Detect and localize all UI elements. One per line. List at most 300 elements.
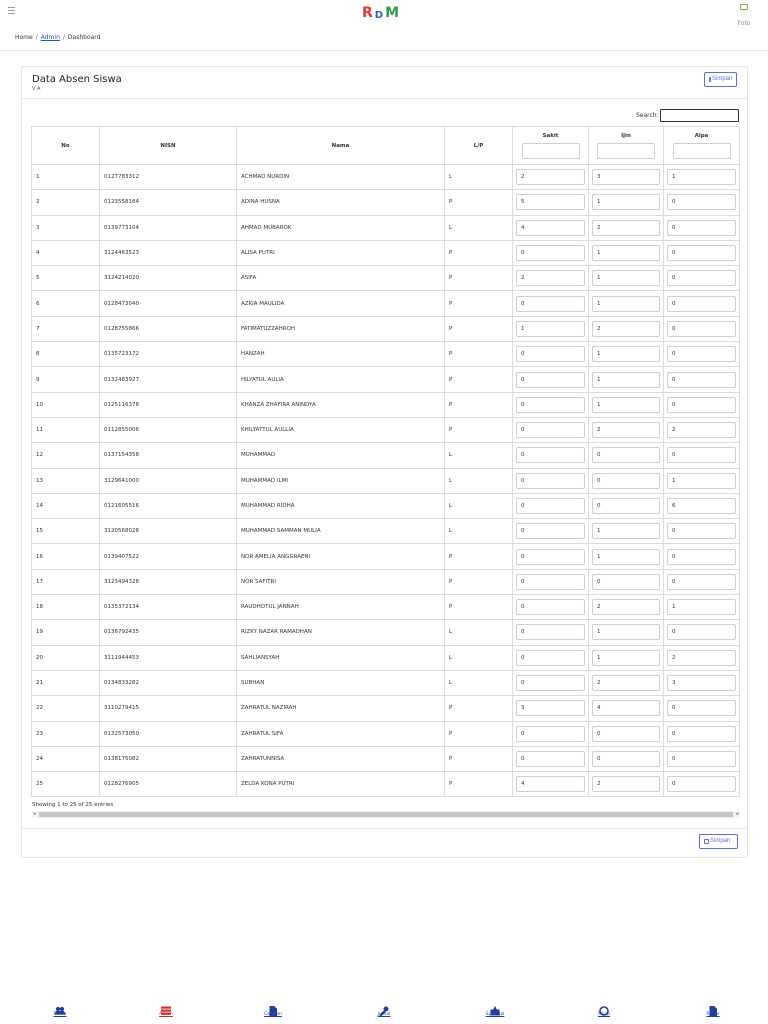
cell-ijin (589, 569, 664, 594)
cell-alpa (664, 569, 740, 594)
nav-label: Spiritual (485, 1012, 505, 1017)
nav-label: Absen (159, 1012, 173, 1017)
ijin-input[interactable] (592, 169, 660, 185)
breadcrumb-separator: / (35, 34, 38, 41)
col-header-nama[interactable]: Nama (237, 127, 445, 165)
sakit-input[interactable] (516, 372, 585, 388)
nav-item-absen[interactable] (144, 1001, 188, 1017)
breadcrumb-current: Dashboard (67, 34, 101, 41)
cell-no: 21 (32, 670, 100, 695)
cell-alpa (664, 367, 740, 392)
table-row (32, 316, 740, 341)
cell-ijin (589, 746, 664, 771)
cell-sakit (513, 746, 589, 771)
alpa-input[interactable] (667, 473, 736, 489)
alpa-input[interactable] (667, 296, 736, 312)
ijin-input[interactable] (592, 397, 660, 413)
ijin-input[interactable] (592, 776, 660, 792)
alpa-input[interactable] (667, 321, 736, 337)
cell-alpa (664, 670, 740, 695)
col-header-lp[interactable]: L/P (445, 127, 513, 165)
list-icon (161, 1001, 171, 1011)
cell-nama: KHILYATTUL AULLIA (237, 417, 445, 442)
cell-lp: P (445, 417, 513, 442)
cell-nisn: 0132573050 (100, 721, 237, 746)
col-header-nisn[interactable]: NISN (100, 127, 237, 165)
sakit-input[interactable] (516, 751, 585, 767)
sakit-input[interactable] (516, 397, 585, 413)
cell-nisn: 0127783312 (100, 165, 237, 190)
journal-icon (379, 1001, 389, 1011)
header-divider (0, 50, 768, 51)
alpa-input[interactable] (667, 726, 736, 742)
table-row (32, 392, 740, 417)
cell-nisn: 0125116378 (100, 392, 237, 417)
report-icon (708, 1001, 718, 1011)
card-title: Data Absen Siswa (32, 74, 122, 85)
cell-lp: P (445, 190, 513, 215)
cell-ijin (589, 266, 664, 291)
cell-no: 1 (32, 165, 100, 190)
cell-ijin (589, 544, 664, 569)
sakit-input[interactable] (516, 245, 585, 261)
alpa-input[interactable] (667, 422, 736, 438)
alpa-input[interactable] (667, 776, 736, 792)
cell-nisn: 0128276905 (100, 772, 237, 797)
ijin-input[interactable] (592, 321, 660, 337)
sakit-input[interactable] (516, 194, 585, 210)
ijin-input[interactable] (592, 473, 660, 489)
cell-lp: P (445, 291, 513, 316)
sakit-input[interactable] (516, 498, 585, 514)
cell-lp: L (445, 215, 513, 240)
alpa-input[interactable] (667, 447, 736, 463)
cell-nama: MUHAMMAD ILMI (237, 468, 445, 493)
app-logo[interactable] (362, 5, 399, 21)
sakit-input[interactable] (516, 422, 585, 438)
cell-alpa (664, 468, 740, 493)
cell-nama: NOR AMELIA ANGGRAENI (237, 544, 445, 569)
cell-no: 9 (32, 367, 100, 392)
cell-nisn: 0139773104 (100, 215, 237, 240)
breadcrumb-home[interactable]: Home (15, 34, 33, 41)
cell-nama: FATIMATUZZAHROH (237, 316, 445, 341)
cell-ijin (589, 342, 664, 367)
cell-lp: P (445, 746, 513, 771)
cell-nama: ALISA PUTRI (237, 240, 445, 265)
profile-photo[interactable] (734, 4, 754, 29)
sakit-input[interactable] (516, 776, 585, 792)
search-input[interactable] (660, 109, 739, 122)
cell-alpa (664, 342, 740, 367)
col-header-no[interactable]: No (32, 127, 100, 165)
cell-lp: P (445, 367, 513, 392)
save-button-bottom[interactable] (699, 834, 738, 849)
table-row (32, 443, 740, 468)
cell-lp: L (445, 645, 513, 670)
scroll-right-icon[interactable]: ▸ (736, 811, 739, 817)
ijin-input[interactable] (592, 346, 660, 362)
cell-nisn: 3111944453 (100, 645, 237, 670)
cell-ijin (589, 772, 664, 797)
ijin-input[interactable] (592, 296, 660, 312)
table-row (32, 266, 740, 291)
bottom-navigation (0, 996, 768, 1024)
ijin-input[interactable] (592, 549, 660, 565)
cell-no: 13 (32, 468, 100, 493)
cell-lp: L (445, 620, 513, 645)
search-label: Search: (636, 112, 659, 119)
save-button-top[interactable] (704, 72, 737, 87)
cell-alpa (664, 190, 740, 215)
cell-no: 18 (32, 595, 100, 620)
alpa-input[interactable] (667, 599, 736, 615)
col-header-ijin (589, 127, 664, 165)
cell-ijin (589, 417, 664, 442)
cell-ijin (589, 645, 664, 670)
cell-ijin (589, 190, 664, 215)
ijin-input[interactable] (592, 372, 660, 388)
cell-nama: ZELDA KONA PUTRI (237, 772, 445, 797)
cell-lp: L (445, 519, 513, 544)
save-label: Simpan (712, 76, 733, 82)
table-row (32, 417, 740, 442)
attitude-icon (599, 1001, 609, 1011)
cell-nisn: 0135723172 (100, 342, 237, 367)
sakit-filter-input[interactable] (522, 143, 580, 159)
cell-alpa (664, 696, 740, 721)
table-row (32, 291, 740, 316)
cell-alpa (664, 620, 740, 645)
cell-lp: P (445, 240, 513, 265)
horizontal-scrollbar[interactable] (32, 811, 740, 818)
cell-nama: SUBHAN (237, 670, 445, 695)
cell-nisn: 0112855006 (100, 417, 237, 442)
cell-alpa (664, 392, 740, 417)
alpa-input[interactable] (667, 245, 736, 261)
cell-sakit (513, 595, 589, 620)
cell-ijin (589, 493, 664, 518)
ijin-input[interactable] (592, 700, 660, 716)
alpa-input[interactable] (667, 372, 736, 388)
ijin-input[interactable] (592, 574, 660, 590)
ijin-input[interactable] (592, 194, 660, 210)
cell-alpa (664, 291, 740, 316)
sakit-input[interactable] (516, 574, 585, 590)
cell-nisn: 0132483927 (100, 367, 237, 392)
cell-ijin (589, 165, 664, 190)
cell-sakit (513, 645, 589, 670)
sakit-input[interactable] (516, 169, 585, 185)
cell-sakit (513, 190, 589, 215)
cell-ijin (589, 367, 664, 392)
table-header-row (32, 127, 740, 165)
alpa-input[interactable] (667, 523, 736, 539)
cell-lp: P (445, 696, 513, 721)
cell-sakit (513, 392, 589, 417)
sakit-input[interactable] (516, 599, 585, 615)
cell-lp: P (445, 569, 513, 594)
cell-nama: ZAHRATUNNISA (237, 746, 445, 771)
cell-no: 14 (32, 493, 100, 518)
class-label: V A (32, 86, 41, 92)
nav-label: Catatan (264, 1012, 282, 1017)
cell-ijin (589, 519, 664, 544)
logo-letter-d: D (374, 10, 384, 21)
cell-nisn: 0139407522 (100, 544, 237, 569)
table-row (32, 493, 740, 518)
cell-alpa (664, 165, 740, 190)
top-bar (0, 0, 768, 28)
cell-sakit (513, 696, 589, 721)
cell-alpa (664, 316, 740, 341)
cell-alpa (664, 544, 740, 569)
card-footer-divider (22, 828, 747, 829)
scrollbar-thumb[interactable] (39, 812, 733, 817)
cell-lp: P (445, 772, 513, 797)
cell-no: 8 (32, 342, 100, 367)
cell-no: 15 (32, 519, 100, 544)
cell-ijin (589, 696, 664, 721)
cell-alpa (664, 493, 740, 518)
cell-sakit (513, 721, 589, 746)
cell-sakit (513, 468, 589, 493)
sakit-input[interactable] (516, 346, 585, 362)
nav-label: Rapor (706, 1012, 720, 1017)
cell-lp: P (445, 595, 513, 620)
alpa-input[interactable] (667, 397, 736, 413)
cell-sakit (513, 291, 589, 316)
cell-nisn: 0121605516 (100, 493, 237, 518)
table-row (32, 165, 740, 190)
cell-nisn: 3120568028 (100, 519, 237, 544)
ijin-input[interactable] (592, 751, 660, 767)
alpa-input[interactable] (667, 675, 736, 691)
cell-ijin (589, 392, 664, 417)
cell-nama: NOR SAFITRI (237, 569, 445, 594)
alpa-input[interactable] (667, 650, 736, 666)
cell-no: 11 (32, 417, 100, 442)
cell-ijin (589, 215, 664, 240)
cell-alpa (664, 417, 740, 442)
cell-sakit (513, 620, 589, 645)
cell-sakit (513, 493, 589, 518)
cell-lp: L (445, 165, 513, 190)
cell-nisn: 0123558184 (100, 190, 237, 215)
cell-nisn: 3124463523 (100, 240, 237, 265)
ijin-input[interactable] (592, 650, 660, 666)
table-row (32, 342, 740, 367)
cell-ijin (589, 240, 664, 265)
cell-nama: MUHAMMAD SAMMAN MULIA (237, 519, 445, 544)
sakit-input[interactable] (516, 473, 585, 489)
cell-ijin (589, 721, 664, 746)
alpa-input[interactable] (667, 574, 736, 590)
breadcrumb-admin[interactable]: Admin (40, 34, 60, 41)
cell-alpa (664, 746, 740, 771)
nav-item-jurnal[interactable] (362, 1001, 406, 1017)
nav-item-spiritual[interactable] (473, 1001, 517, 1017)
nav-item-rapor[interactable] (691, 1001, 735, 1017)
sakit-input[interactable] (516, 523, 585, 539)
cell-no: 7 (32, 316, 100, 341)
cell-nama: SAHLIANSYAH (237, 645, 445, 670)
cell-nama: HILYATUL AULIA (237, 367, 445, 392)
cell-nama: AZKIA MAULIDA (237, 291, 445, 316)
cell-no: 22 (32, 696, 100, 721)
cell-ijin (589, 468, 664, 493)
table-row (32, 645, 740, 670)
alpa-input[interactable] (667, 751, 736, 767)
cell-lp: P (445, 342, 513, 367)
cell-sakit (513, 367, 589, 392)
col-header-sakit-label: Sakit (542, 133, 559, 139)
cell-no: 12 (32, 443, 100, 468)
cell-ijin (589, 443, 664, 468)
cell-alpa (664, 240, 740, 265)
ijin-input[interactable] (592, 220, 660, 236)
sakit-input[interactable] (516, 220, 585, 236)
sakit-input[interactable] (516, 700, 585, 716)
alpa-input[interactable] (667, 498, 736, 514)
cell-alpa (664, 215, 740, 240)
table-row (32, 670, 740, 695)
cell-nama: ZAHRATUL NAZIRAH (237, 696, 445, 721)
ijin-input[interactable] (592, 245, 660, 261)
ijin-input[interactable] (592, 523, 660, 539)
cell-ijin (589, 291, 664, 316)
cell-nama: MUHAMMAD RIDHA (237, 493, 445, 518)
cell-alpa (664, 645, 740, 670)
cell-lp: L (445, 670, 513, 695)
col-header-sakit (513, 127, 589, 165)
table-row (32, 696, 740, 721)
table-row (32, 544, 740, 569)
ijin-filter-input[interactable] (597, 143, 655, 159)
table-row (32, 569, 740, 594)
cell-nisn: 0128473040 (100, 291, 237, 316)
ijin-input[interactable] (592, 726, 660, 742)
sakit-input[interactable] (516, 296, 585, 312)
nav-item-siswa[interactable] (38, 1001, 82, 1017)
attendance-table (31, 126, 740, 797)
cell-lp: P (445, 266, 513, 291)
cell-nama: ADINA HUSNA (237, 190, 445, 215)
sakit-input[interactable] (516, 270, 585, 286)
cell-nama: RAUDHOTUL JANNAH (237, 595, 445, 620)
ijin-input[interactable] (592, 270, 660, 286)
table-row (32, 215, 740, 240)
sakit-input[interactable] (516, 650, 585, 666)
scroll-left-icon[interactable]: ◂ (33, 811, 36, 817)
cell-nisn: 0138175082 (100, 746, 237, 771)
cell-sakit (513, 443, 589, 468)
cell-nama: ASIFA (237, 266, 445, 291)
alpa-input[interactable] (667, 194, 736, 210)
card-header-divider (22, 98, 747, 99)
cell-lp: P (445, 392, 513, 417)
alpa-input[interactable] (667, 700, 736, 716)
attendance-card (21, 66, 748, 858)
cell-ijin (589, 620, 664, 645)
cell-nisn: 0137154358 (100, 443, 237, 468)
sakit-input[interactable] (516, 321, 585, 337)
cell-no: 6 (32, 291, 100, 316)
alpa-input[interactable] (667, 220, 736, 236)
cell-alpa (664, 266, 740, 291)
alpa-input[interactable] (667, 169, 736, 185)
cell-sakit (513, 240, 589, 265)
cell-sakit (513, 544, 589, 569)
table-row (32, 367, 740, 392)
ijin-input[interactable] (592, 422, 660, 438)
cell-sakit (513, 670, 589, 695)
cell-alpa (664, 595, 740, 620)
ijin-input[interactable] (592, 675, 660, 691)
alpa-input[interactable] (667, 270, 736, 286)
cell-nama: ZAHRATUL SIFA (237, 721, 445, 746)
cell-sakit (513, 342, 589, 367)
cell-nama: KHANZA ZHAFIRA ANINDYA (237, 392, 445, 417)
cell-alpa (664, 519, 740, 544)
table-row (32, 620, 740, 645)
cell-sakit (513, 417, 589, 442)
cell-no: 25 (32, 772, 100, 797)
cell-nisn: 0134833282 (100, 670, 237, 695)
breadcrumb (15, 34, 100, 41)
save-disk-icon (704, 839, 709, 844)
col-header-alpa (664, 127, 740, 165)
sakit-input[interactable] (516, 549, 585, 565)
sakit-input[interactable] (516, 447, 585, 463)
cell-sakit (513, 215, 589, 240)
alpa-input[interactable] (667, 549, 736, 565)
ijin-input[interactable] (592, 624, 660, 640)
cell-no: 10 (32, 392, 100, 417)
users-icon (55, 1001, 65, 1011)
cell-no: 20 (32, 645, 100, 670)
cell-nisn: 3124214020 (100, 266, 237, 291)
cell-nama: ACHMAD NURDIN (237, 165, 445, 190)
nav-item-sikap[interactable] (582, 1001, 626, 1017)
cell-no: 2 (32, 190, 100, 215)
cell-nisn: 3129641000 (100, 468, 237, 493)
cell-nisn: 0135372134 (100, 595, 237, 620)
save-disk-icon (709, 77, 711, 82)
table-row (32, 240, 740, 265)
sakit-input[interactable] (516, 624, 585, 640)
sakit-input[interactable] (516, 726, 585, 742)
cell-ijin (589, 670, 664, 695)
ijin-input[interactable] (592, 498, 660, 514)
ijin-input[interactable] (592, 447, 660, 463)
profile-photo-alt: Foto (737, 20, 751, 27)
cell-nama: RIZKY NAZAR RAMADHAN (237, 620, 445, 645)
cell-no: 5 (32, 266, 100, 291)
cell-lp: L (445, 493, 513, 518)
cell-no: 24 (32, 746, 100, 771)
hamburger-menu-icon[interactable] (8, 7, 16, 17)
nav-item-catatan[interactable] (251, 1001, 295, 1017)
alpa-filter-input[interactable] (673, 143, 731, 159)
alpa-input[interactable] (667, 624, 736, 640)
sakit-input[interactable] (516, 675, 585, 691)
cell-lp: P (445, 316, 513, 341)
nav-label: Siswa (53, 1012, 67, 1017)
alpa-input[interactable] (667, 346, 736, 362)
ijin-input[interactable] (592, 599, 660, 615)
cell-ijin (589, 316, 664, 341)
